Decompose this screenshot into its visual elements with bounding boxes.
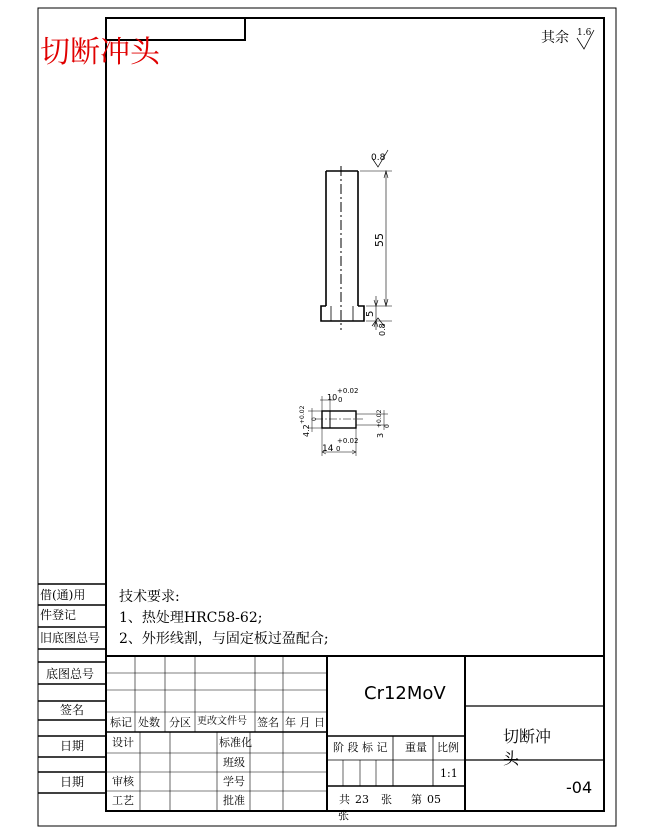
dim-right-3: 3 <box>376 432 385 438</box>
part-roughness-bottom: 0.8 <box>378 323 387 336</box>
dim-left-42-tol-low: 0 <box>311 417 318 421</box>
material-label: Cr12MoV <box>364 683 446 704</box>
dim-head-5: 5 <box>365 310 376 317</box>
dim-bottom-14-tol-low: 0 <box>336 445 341 453</box>
weight-header: 重量 <box>405 741 427 754</box>
dim-top-10-tol: +0.02 <box>337 387 359 395</box>
roughness-note <box>541 31 569 45</box>
strip-label-sign: 签名 <box>60 703 85 717</box>
inner-frame <box>106 18 604 811</box>
dim-bottom-14: 14 <box>322 444 334 454</box>
tech-req-heading: 技术要求: <box>119 589 180 605</box>
role-standard: 标准化 <box>219 736 252 749</box>
hdr-change-doc: 更改文件号 <box>197 716 247 727</box>
sheet-no: 05 <box>427 793 441 806</box>
roughness-note-value: 1.6 <box>577 28 592 38</box>
role-design: 设计 <box>112 736 134 749</box>
hdr-mark: 标记 <box>110 716 132 729</box>
hdr-signature: 签名 <box>257 716 279 729</box>
dim-right-3-tol-low: 0 <box>384 424 391 428</box>
dim-bottom-14-tol: +0.02 <box>337 437 359 445</box>
sheet-no-unit: 张 <box>338 809 349 822</box>
tech-req-item-2: 2、外形线割，与固定板过盈配合; <box>119 631 329 647</box>
role-approve: 批准 <box>223 794 245 807</box>
dim-length-55: 55 <box>373 233 386 247</box>
sheet-no-label: 第 <box>411 793 422 806</box>
tech-req-item-1: 1、热处理HRC58-62; <box>119 610 263 626</box>
hdr-date: 年 月 日 <box>285 716 325 729</box>
strip-label-date-1: 日期 <box>60 739 85 753</box>
part-roughness-top: 0.8 <box>371 153 386 163</box>
drawing-number: -04 <box>566 778 593 797</box>
roughness-note-label: 其余 <box>541 30 569 46</box>
role-student-no: 学号 <box>223 775 245 788</box>
role-process: 工艺 <box>112 794 134 807</box>
scale-header: 比例 <box>437 741 459 754</box>
hdr-count: 处数 <box>138 716 160 729</box>
sheet-total: 23 <box>355 793 369 806</box>
strip-label-register: 件登记 <box>40 608 77 622</box>
dim-right-3-tol: +0.02 <box>376 409 383 428</box>
sheet-total-label: 共 <box>339 793 350 806</box>
sheet-unit: 张 <box>381 793 392 806</box>
strip-label-base: 底图总号 <box>46 667 95 681</box>
role-review: 审核 <box>112 775 134 788</box>
strip-label-old-base: 旧底图总号 <box>40 631 101 645</box>
dim-top-10: 10 <box>327 393 338 402</box>
dim-left-42: 4.2 <box>302 424 311 437</box>
hdr-zone: 分区 <box>169 716 191 729</box>
strip-label-borrow: 借(通)用 <box>40 588 86 602</box>
stage-header: 阶 段 标 记 <box>333 741 388 754</box>
dim-top-10-tol-low: 0 <box>338 396 343 404</box>
scale-value: 1:1 <box>440 767 458 780</box>
part-title-red: 切断冲头 <box>40 35 160 70</box>
role-class: 班级 <box>223 756 245 769</box>
part-name: 切断冲头 <box>503 727 552 768</box>
dim-left-42-tol: +0.02 <box>299 405 306 424</box>
strip-label-date-2: 日期 <box>60 775 85 789</box>
